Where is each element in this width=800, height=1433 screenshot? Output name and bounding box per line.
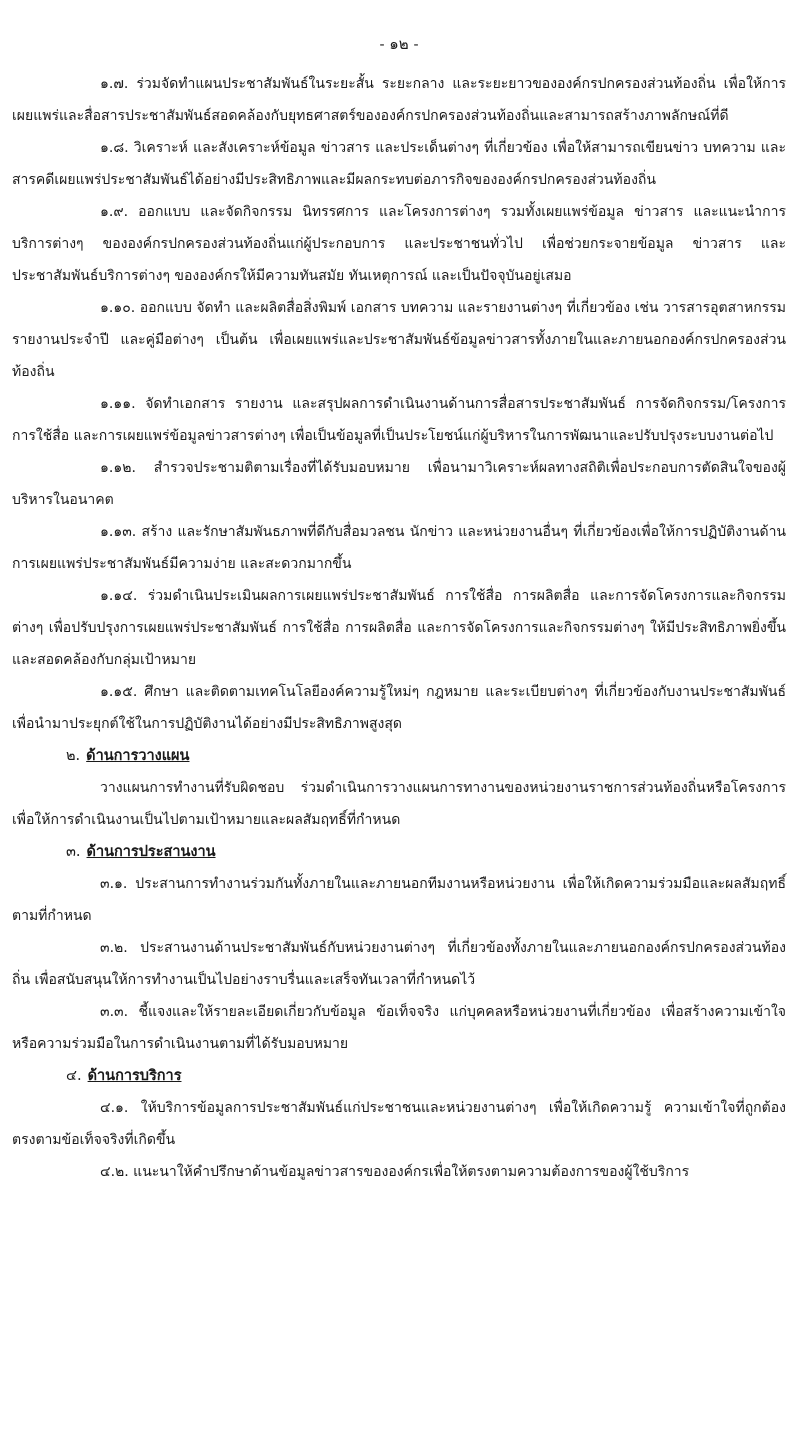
item-1-10: ๑.๑๐. ออกแบบ จัดทำ และผลิตสื่อสิ่งพิมพ์ เอกสาร บทความ และรายงานต่างๆ ที่เกี่ยวข้อง เช่น วารสารอุตสาหกรรม รายงานประจำปี และคู่มือต่างๆ เป็นต้น เพื่อเผยแพร่และประชาสัมพันธ์ข้อมูลข่าวสารทั้งภายในและภายนอกองค์กรปกครองส่วนท้องถิ่น [12,300,786,380]
item-1-8: ๑.๘. วิเคราะห์ และสังเคราะห์ข้อมูล ข่าวสาร และประเด็นต่างๆ ที่เกี่ยวข้อง เพื่อให้สามารถเขียนข่าว บทความ และสารคดีเผยแพร่ประชาสัมพันธ์ได้อย่างมีประสิทธิภาพและมีผลกระทบต่อภารกิจขององค์กรปกครองส่วนท้องถิ่น [12,140,786,188]
item-4-1: ๔.๑. ให้บริการข้อมูลการประชาสัมพันธ์แก่ประชาชนและหน่วยงานต่างๆ เพื่อให้เกิดความรู้ ความเข้าใจที่ถูกต้อง ตรงตามข้อเท็จจริงที่เกิดขึ้น [12,1100,786,1148]
section-number: ๔. [66,1068,82,1084]
item-3-1: ๓.๑. ประสานการทำงานร่วมกันทั้งภายในและภายนอกทีมงานหรือหน่วยงาน เพื่อให้เกิดความร่วมมือและผลสัมฤทธิ์ตามที่กำหนด [12,876,786,924]
section-heading-coordination [12,836,786,868]
item-1-7: ๑.๗. ร่วมจัดทำแผนประชาสัมพันธ์ในระยะสั้น ระยะกลาง และระยะยาวขององค์กรปกครองส่วนท้องถิ่น เพื่อให้การเผยแพร่และสื่อสารประชาสัมพันธ์สอดคล้องกับยุทธศาสตร์ขององค์กรปกครองส่วนท้องถิ่นและสามารถสร้างภาพลักษณ์ที่ดี [12,76,786,124]
section-number: ๓. [66,844,81,860]
item-3-2: ๓.๒. ประสานงานด้านประชาสัมพันธ์กับหน่วยงานต่างๆ ที่เกี่ยวข้องทั้งภายในและภายนอกองค์กรปกครองส่วนท้องถิ่น เพื่อสนับสนุนให้การทำงานเป็นไปอย่างราบรื่นและเสร็จทันเวลาที่กำหนดไว้ [12,940,786,988]
section-title: ด้านการบริการ [87,1067,182,1084]
section-number: ๒. [66,748,81,764]
item-1-13: ๑.๑๓. สร้าง และรักษาสัมพันธภาพที่ดีกับสื่อมวลชน นักข่าว และหน่วยงานอื่นๆ ที่เกี่ยวข้องเพื่อให้การปฏิบัติงานด้านการเผยแพร่ประชาสัมพันธ์มีความง่าย และสะดวกมากขึ้น [12,524,786,572]
item-1-12: ๑.๑๒. สำรวจประชามติตามเรื่องที่ได้รับมอบหมาย เพื่อนามาวิเคราะห์ผลทางสถิติเพื่อประกอบการตัดสินใจของผู้บริหารในอนาคต [12,460,786,508]
section-heading-service [12,1060,786,1092]
item-1-14: ๑.๑๔. ร่วมดำเนินประเมินผลการเผยแพร่ประชาสัมพันธ์ การใช้สื่อ การผลิตสื่อ และการจัดโครงการและกิจกรรมต่างๆ เพื่อปรับปรุงการเผยแพร่ประชาสัมพันธ์ การใช้สื่อ การผลิตสื่อ และการจัดโครงการและกิจกรรมต่างๆ ให้มีประสิทธิภาพยิ่งขึ้น และสอดคล้องกับกลุ่มเป้าหมาย [12,588,786,668]
item-3-3: ๓.๓. ชี้แจงและให้รายละเอียดเกี่ยวกับข้อมูล ข้อเท็จจริง แก่บุคคลหรือหน่วยงานที่เกี่ยวข้อง เพื่อสร้างความเข้าใจหรือความร่วมมือในการดำเนินงานตามที่ได้รับมอบหมาย [12,1004,786,1052]
section-body-planning: วางแผนการทำงานที่รับผิดชอบ ร่วมดำเนินการวางแผนการทางานของหน่วยงานราชการส่วนท้องถิ่นหรือโครงการ เพื่อให้การดำเนินงานเป็นไปตามเป้าหมายและผลสัมฤทธิ์ที่กำหนด [12,780,786,828]
item-1-9: ๑.๙. ออกแบบ และจัดกิจกรรม นิทรรศการ และโครงการต่างๆ รวมทั้งเผยแพร่ข้อมูล ข่าวสาร และแนะนำการบริการต่างๆ ขององค์กรปกครองส่วนท้องถิ่นแก่ผู้ประกอบการ และประชาชนทั่วไป เพื่อช่วยกระจายข้อมูล ข่าวสาร และประชาสัมพันธ์บริการต่างๆ ขององค์กรให้มีความทันสมัย ทันเหตุการณ์ และเป็นปัจจุบันอยู่เสมอ [12,204,786,284]
item-1-15: ๑.๑๕. ศึกษา และติดตามเทคโนโลยีองค์ความรู้ใหม่ๆ กฎหมาย และระเบียบต่างๆ ที่เกี่ยวข้องกับงานประชาสัมพันธ์ เพื่อนำมาประยุกต์ใช้ในการปฏิบัติงานได้อย่างมีประสิทธิภาพสูงสุด [12,684,786,732]
section-heading-planning [12,740,786,772]
item-1-11: ๑.๑๑. จัดทำเอกสาร รายงาน และสรุปผลการดำเนินงานด้านการสื่อสารประชาสัมพันธ์ การจัดกิจกรรม/โครงการ การใช้สื่อ และการเผยแพร่ข้อมูลข่าวสารต่างๆ เพื่อเป็นข้อมูลที่เป็นประโยชน์แก่ผู้บริหารในการพัฒนาและปรับปรุงระบบงานต่อไป [12,396,786,444]
item-4-2: ๔.๒. แนะนาให้คำปรึกษาด้านข้อมูลข่าวสารขององค์กรเพื่อให้ตรงตามความต้องการของผู้ใช้บริการ [100,1164,690,1180]
section-title: ด้านการวางแผน [86,747,190,764]
page-number: - ๑๒ - [379,35,419,53]
section-title: ด้านการประสานงาน [86,843,216,860]
